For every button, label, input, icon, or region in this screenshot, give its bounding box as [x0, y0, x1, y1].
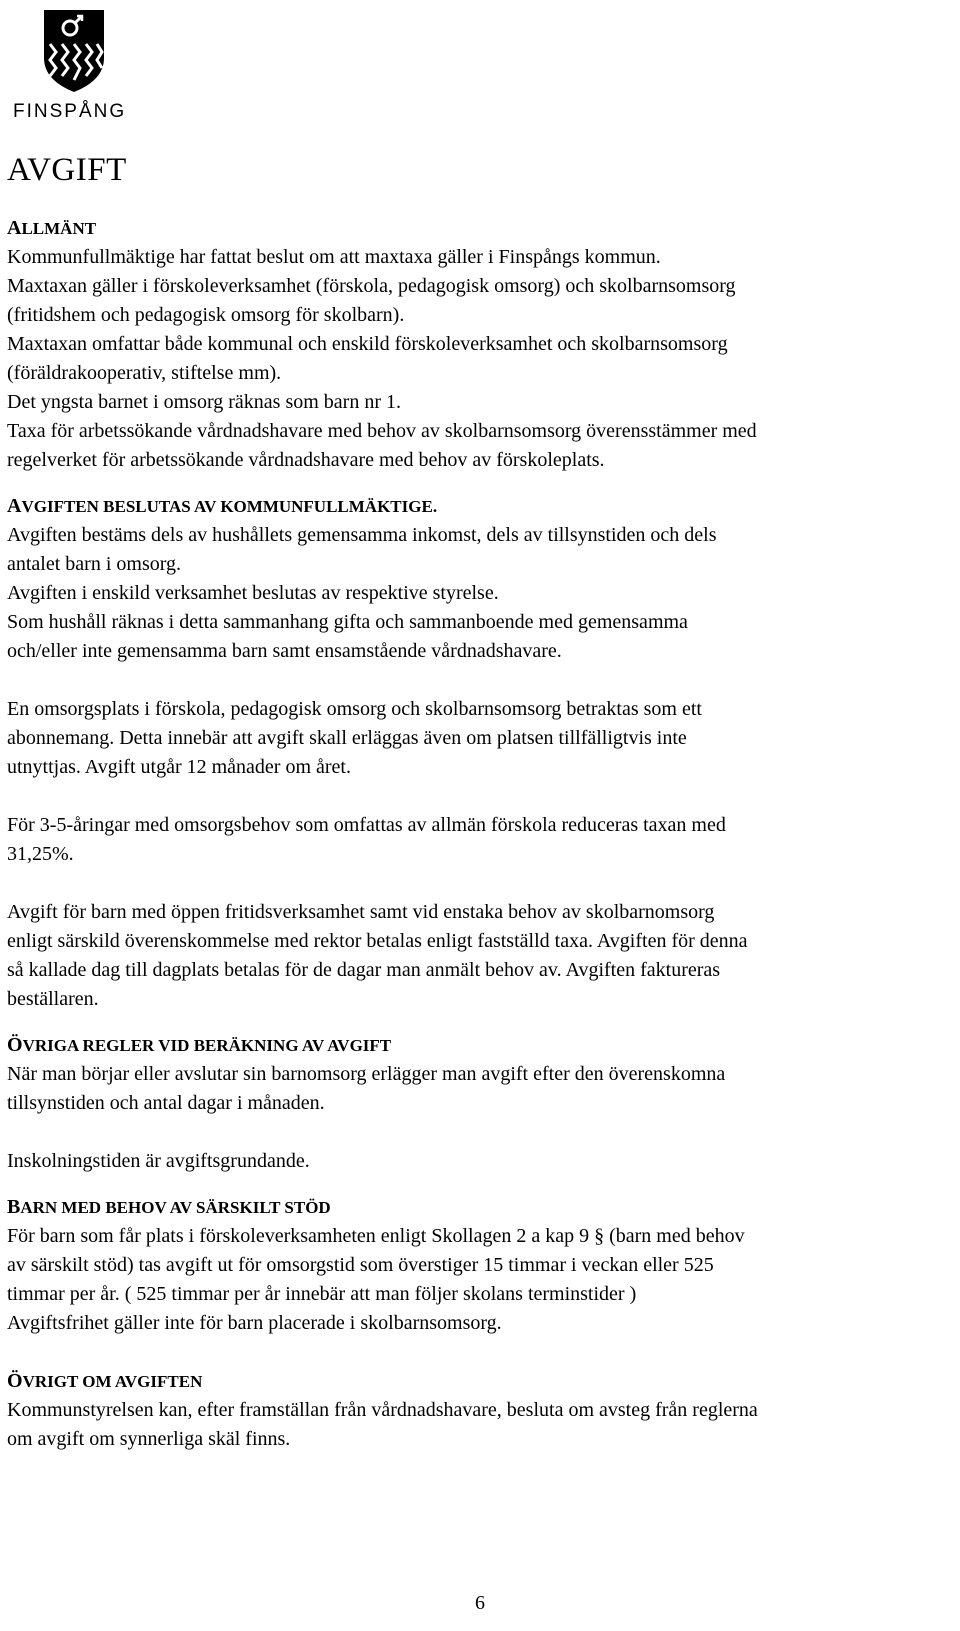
section-heading-sarskilt-stod: BARN MED BEHOV AV SÄRSKILT STÖD [7, 1196, 331, 1218]
text-line: Maxtaxan gäller i förskoleverksamhet (förskola, pedagogisk omsorg) och skolbarnsomsorg [7, 275, 736, 297]
section-heading-allmant: ALLMÄNT [7, 217, 97, 239]
section-heading-ovriga-regler: ÖVRIGA REGLER VID BERÄKNING AV AVGIFT [7, 1034, 392, 1056]
text-line: Inskolningstiden är avgiftsgrundande. [7, 1150, 310, 1172]
text-line: För barn som får plats i förskoleverksamheten enligt Skollagen 2 a kap 9 § (barn med behov [7, 1225, 745, 1247]
document-body [7, 214, 957, 1454]
text-line: beställaren. [7, 988, 99, 1010]
text-line: och/eller inte gemensamma barn samt ensamstående vårdnadshavare. [7, 640, 562, 662]
text-line: (fritidshem och pedagogisk omsorg för skolbarn). [7, 304, 405, 326]
text-line: timmar per år. ( 525 timmar per år innebär att man följer skolans terminstider ) [7, 1283, 637, 1305]
text-line: Taxa för arbetssökande vårdnadshavare med behov av skolbarnsomsorg överensstämmer med [7, 420, 757, 442]
section-heading-avgiften: AVGIFTEN BESLUTAS AV KOMMUNFULLMÄKTIGE. [7, 495, 438, 517]
text-line: enligt särskild överenskommelse med rektor betalas enligt fastställd taxa. Avgiften för denna [7, 930, 748, 952]
logo-text: FINSPÅNG [13, 101, 127, 122]
text-line: Kommunfullmäktige har fattat beslut om att maxtaxa gäller i Finspångs kommun. [7, 246, 661, 268]
text-line: om avgift om synnerliga skäl finns. [7, 1428, 291, 1450]
text-line: så kallade dag till dagplats betalas för de dagar man anmält behov av. Avgiften faktureras [7, 959, 721, 981]
text-line: 31,25%. [7, 843, 74, 865]
text-line: Avgiftsfrihet gäller inte för barn placerade i skolbarnsomsorg. [7, 1312, 502, 1334]
text-line: (föräldrakooperativ, stiftelse mm). [7, 362, 282, 384]
text-line: abonnemang. Detta innebär att avgift skall erläggas även om platsen tillfälligtvis inte [7, 727, 687, 749]
text-line: Som hushåll räknas i detta sammanhang gifta och sammanboende med gemensamma [7, 611, 688, 633]
text-line: utnyttjas. Avgift utgår 12 månader om året. [7, 756, 351, 778]
text-line: antalet barn i omsorg. [7, 553, 182, 575]
text-line: Avgift för barn med öppen fritidsverksamhet samt vid enstaka behov av skolbarnomsorg [7, 901, 715, 923]
text-line: Avgiften i enskild verksamhet beslutas av respektive styrelse. [7, 582, 499, 604]
text-line: En omsorgsplats i förskola, pedagogisk omsorg och skolbarnsomsorg betraktas som ett [7, 698, 702, 720]
page-number: 6 [475, 1592, 485, 1614]
municipality-logo [13, 8, 143, 120]
text-line: tillsynstiden och antal dagar i månaden. [7, 1092, 325, 1114]
text-line: För 3-5-åringar med omsorgsbehov som omfattas av allmän förskola reduceras taxan med [7, 814, 726, 836]
text-line: regelverket för arbetssökande vårdnadshavare med behov av förskoleplats. [7, 449, 605, 471]
page-title: AVGIFT [7, 152, 127, 188]
text-line: av särskilt stöd) tas avgift ut för omsorgstid som överstiger 15 timmar i veckan eller 525 [7, 1254, 714, 1276]
text-line: När man börjar eller avslutar sin barnomsorg erlägger man avgift efter den överenskomna [7, 1063, 726, 1085]
text-line: Kommunstyrelsen kan, efter framställan från vårdnadshavare, besluta om avsteg från reglerna [7, 1399, 758, 1421]
text-line: Maxtaxan omfattar både kommunal och enskild förskoleverksamhet och skolbarnsomsorg [7, 333, 728, 355]
section-heading-ovrigt-om-avgiften: ÖVRIGT OM AVGIFTEN [7, 1370, 203, 1392]
text-line: Det yngsta barnet i omsorg räknas som barn nr 1. [7, 391, 401, 413]
coat-of-arms-icon [42, 8, 106, 94]
text-line: Avgiften bestäms dels av hushållets gemensamma inkomst, dels av tillsynstiden och dels [7, 524, 717, 546]
